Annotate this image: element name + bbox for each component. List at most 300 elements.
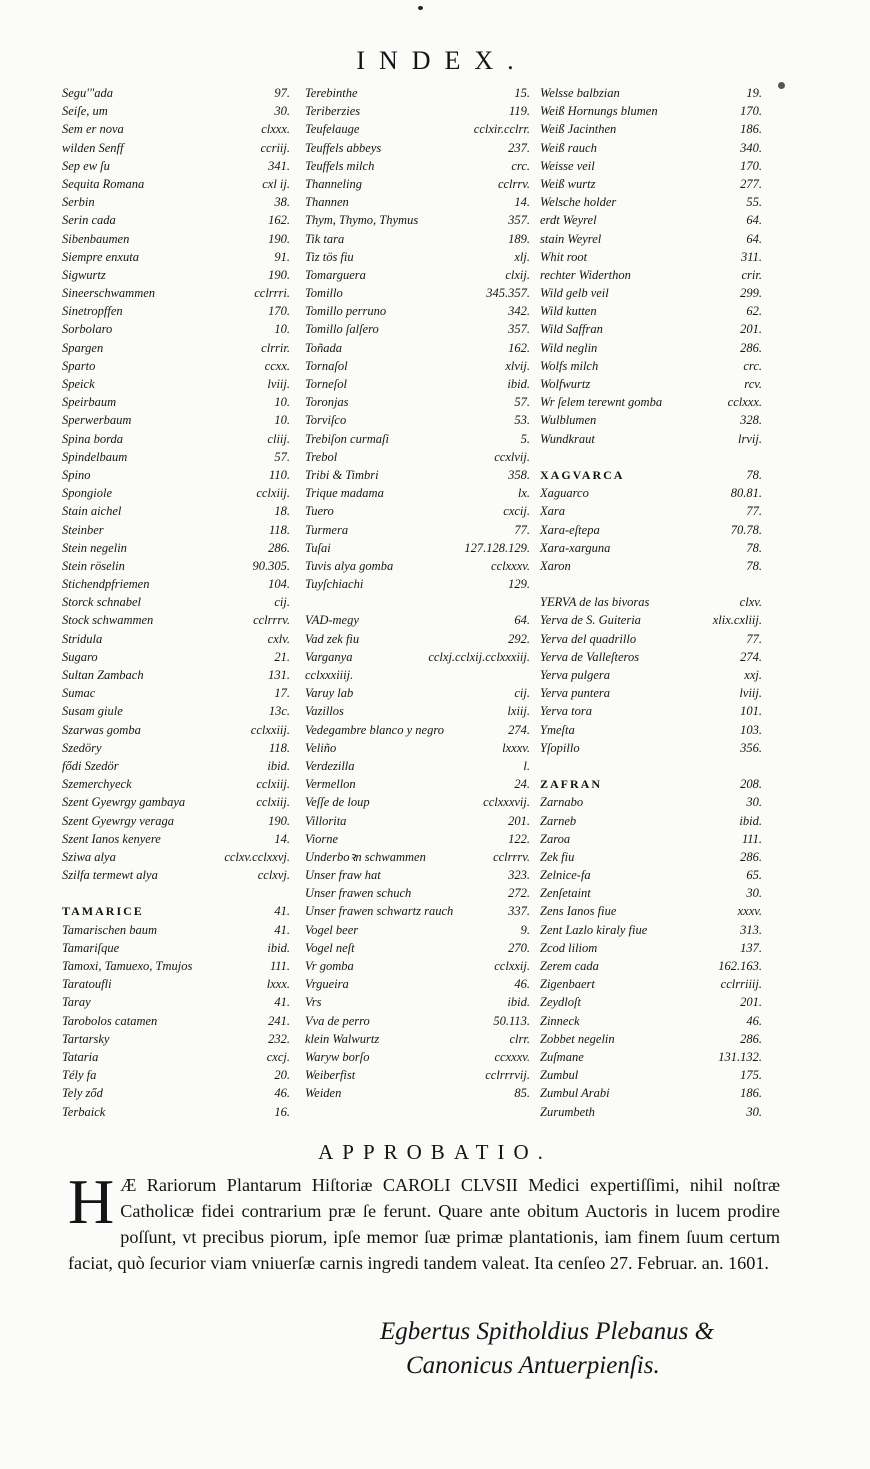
entry-page-ref: 77. <box>746 631 762 646</box>
entry-term: Wild Saffran <box>540 322 603 337</box>
entry-term: Unser frawen schuch <box>305 886 412 901</box>
index-entry <box>305 921 530 939</box>
entry-term: klein Walwurtz <box>305 1031 380 1046</box>
entry-page-ref: 277. <box>740 176 762 191</box>
entry-page-ref: 186. <box>740 122 762 137</box>
index-spacer <box>540 448 762 466</box>
index-entry <box>540 284 762 302</box>
index-entry <box>305 539 530 557</box>
index-entry <box>305 157 530 175</box>
entry-term: Zent Lazlo kiraly fiue <box>540 922 648 937</box>
index-entry <box>305 211 530 229</box>
entry-page-ref: 162. <box>268 213 290 228</box>
entry-page-ref: 286. <box>268 540 290 555</box>
entry-term: Zumbul Arabi <box>540 1086 610 1101</box>
entry-page-ref: lviij. <box>739 686 762 701</box>
entry-page-ref: 323. <box>508 868 530 883</box>
entry-page-ref: 189. <box>508 231 530 246</box>
entry-term: Torneſol <box>305 377 347 391</box>
entry-page-ref: lrvij. <box>738 431 762 446</box>
entry-term: Weiß Jacinthen <box>540 122 617 137</box>
entry-term: Wild gelb veil <box>540 286 609 301</box>
entry-page-ref: 131.132. <box>718 1049 762 1064</box>
entry-term: Sumac <box>62 686 96 701</box>
index-letter-heading <box>540 466 762 484</box>
entry-page-ref: xlix.cxliij. <box>712 613 762 628</box>
entry-page-ref: lx. <box>517 486 530 501</box>
index-entry <box>305 1012 530 1030</box>
entry-term: Wulblumen <box>540 413 597 428</box>
index-entry <box>305 193 530 211</box>
entry-term: Zobbet negelin <box>540 1031 615 1046</box>
entry-term: Storck schnabel <box>62 595 142 610</box>
entry-page-ref: 208. <box>740 777 762 792</box>
entry-term: Zinneck <box>540 1013 580 1028</box>
index-entry <box>305 666 530 684</box>
index-entry <box>305 957 530 975</box>
entry-term: Sugaro <box>62 649 98 664</box>
index-entry <box>62 84 290 102</box>
entry-page-ref: clrr. <box>509 1031 530 1046</box>
index-entry <box>540 611 762 629</box>
index-entry <box>540 1084 762 1102</box>
entry-page-ref: 190. <box>268 813 290 828</box>
index-entry <box>305 812 530 830</box>
index-entry <box>540 1066 762 1084</box>
entry-page-ref: 80.81. <box>730 486 762 501</box>
entry-term: Tomillo <box>305 286 343 301</box>
index-entry <box>540 630 762 648</box>
entry-term: Sineerschwammen <box>62 286 156 301</box>
index-letter-heading <box>62 902 290 920</box>
entry-term: Trebiſon curmaſi <box>305 431 389 446</box>
entry-page-ref: lxxx. <box>266 977 290 992</box>
entry-term: YERVA de las bivoras <box>540 595 650 610</box>
index-entry <box>305 339 530 357</box>
entry-page-ref: cclxvj. <box>257 868 290 883</box>
approbatio-text: Æ Rariorum Plantarum Hiſtoriæ CAROLI CLVSII Medici expertiſſimi, nihil noſtræ Catholicæ fidei contrarium præ ſe ferunt. Quare ante obitum Auctoris in lucem prodire poſſunt, vt precibus piorum, ipſe memor ſuæ primæ plantationis, iam finem ſuum certum faciat, quò ſecurior viam vniuerſæ carnis ingredi tandem valeat. Ita cenſeo 27. Februar. an. 1601. <box>68 1175 780 1273</box>
index-entry <box>540 521 762 539</box>
index-entry <box>305 248 530 266</box>
entry-term: XAGVARCA <box>540 467 625 482</box>
entry-term: Teuffels milch <box>305 158 375 173</box>
index-entry <box>62 339 290 357</box>
index-entry <box>540 339 762 357</box>
entry-page-ref: 70.78. <box>730 522 762 537</box>
entry-term: Seiſe, um <box>62 104 108 119</box>
entry-page-ref: 64. <box>514 613 530 628</box>
entry-page-ref: cclxxxv. <box>491 558 530 573</box>
entry-page-ref: 41. <box>274 995 290 1010</box>
entry-term: Varuy lab <box>305 686 354 701</box>
index-entry <box>540 248 762 266</box>
index-entry <box>540 721 762 739</box>
entry-page-ref: 77. <box>514 522 530 537</box>
entry-term: Xara-xarguna <box>540 540 611 555</box>
index-entry <box>540 411 762 429</box>
index-spacer <box>62 884 290 902</box>
entry-page-ref: 175. <box>740 1068 762 1083</box>
index-entry <box>62 266 290 284</box>
entry-term: Xaguarco <box>540 486 589 501</box>
entry-term: Wild neglin <box>540 340 598 355</box>
entry-term: erdt Weyrel <box>540 213 597 228</box>
entry-term: Stichendpfriemen <box>62 577 150 592</box>
index-entry <box>62 993 290 1011</box>
entry-term: Terebinthe <box>305 86 358 100</box>
entry-page-ref: 10. <box>274 395 290 410</box>
index-entry <box>62 211 290 229</box>
index-entry <box>62 120 290 138</box>
entry-page-ref: 30. <box>746 886 762 901</box>
entry-term: Spindelbaum <box>62 449 128 464</box>
entry-term: Spino <box>62 467 91 482</box>
entry-term: Tartarsky <box>62 1031 110 1046</box>
index-entry <box>62 375 290 393</box>
entry-page-ref: clxxx. <box>261 122 290 137</box>
index-entry <box>540 975 762 993</box>
entry-page-ref: 237. <box>508 140 530 155</box>
entry-term: Vva de perro <box>305 1013 370 1028</box>
index-entry <box>540 884 762 902</box>
entry-page-ref: 342. <box>508 304 530 319</box>
entry-term: Siempre enxuta <box>62 249 139 264</box>
index-entry <box>305 757 530 775</box>
index-column-3 <box>540 84 762 1121</box>
entry-term: Vr gomba <box>305 959 354 973</box>
entry-page-ref: xlvij. <box>505 358 530 373</box>
entry-page-ref: 85. <box>514 1086 530 1101</box>
index-entry <box>540 939 762 957</box>
index-column-1 <box>62 84 290 1121</box>
entry-term: Vogel neſt <box>305 940 355 955</box>
entry-page-ref: 62. <box>746 304 762 319</box>
entry-term: Speick <box>62 377 95 391</box>
entry-term: Ymeſta <box>540 722 575 737</box>
index-entry <box>305 630 530 648</box>
index-entry <box>540 793 762 811</box>
entry-page-ref: l. <box>523 758 530 773</box>
index-entry <box>62 484 290 502</box>
entry-page-ref: rcv. <box>744 377 762 391</box>
entry-term: Toronjas <box>305 395 349 410</box>
index-entry <box>305 175 530 193</box>
index-entry <box>540 120 762 138</box>
index-entry <box>62 157 290 175</box>
index-entry <box>62 866 290 884</box>
entry-page-ref: 340. <box>740 140 762 155</box>
entry-page-ref: cclxv.cclxxvj. <box>224 849 290 864</box>
entry-page-ref: 14. <box>514 195 530 210</box>
entry-term: Tomarguera <box>305 267 366 282</box>
entry-page-ref: cclrrrv. <box>253 613 290 628</box>
index-entry <box>540 666 762 684</box>
index-entry <box>62 739 290 757</box>
entry-term: Zuſmane <box>540 1049 584 1064</box>
entry-term: Verdezilla <box>305 758 355 773</box>
index-entry <box>305 739 530 757</box>
index-entry <box>62 1084 290 1102</box>
entry-page-ref: 14. <box>274 831 290 846</box>
entry-page-ref: cclrrrv. <box>493 849 530 864</box>
entry-term: Tamoxi, Tamuexo, Tmujos <box>62 959 193 973</box>
entry-term: Veſſe de loup <box>305 795 370 810</box>
index-entry <box>62 430 290 448</box>
entry-page-ref: 286. <box>740 1031 762 1046</box>
entry-term: Sibenbaumen <box>62 231 130 246</box>
entry-page-ref: cclxiij. <box>256 777 290 792</box>
entry-page-ref: 57. <box>274 449 290 464</box>
entry-term: Toñada <box>305 340 343 355</box>
entry-page-ref: cij. <box>514 686 530 701</box>
entry-page-ref: 10. <box>274 322 290 337</box>
ink-speck <box>778 82 785 89</box>
entry-page-ref: xlj. <box>514 249 530 264</box>
entry-page-ref: 201. <box>740 995 762 1010</box>
entry-term: Szedöry <box>62 740 102 755</box>
index-entry <box>62 975 290 993</box>
entry-term: Zenſetaint <box>540 886 591 901</box>
index-entry <box>305 375 530 393</box>
entry-term: Zek fiu <box>540 849 575 864</box>
index-entry <box>540 139 762 157</box>
entry-page-ref: ibid. <box>507 377 530 391</box>
entry-page-ref: 201. <box>740 322 762 337</box>
entry-page-ref: cxl ij. <box>262 176 290 191</box>
index-entry <box>62 466 290 484</box>
entry-page-ref: 357. <box>508 213 530 228</box>
entry-page-ref: crir. <box>741 267 762 282</box>
index-entry <box>62 1048 290 1066</box>
index-entry <box>305 1084 530 1102</box>
entry-page-ref: 131. <box>268 668 290 682</box>
entry-page-ref: 170. <box>740 158 762 173</box>
index-entry <box>305 139 530 157</box>
index-entry <box>305 1030 530 1048</box>
entry-page-ref: 103. <box>740 722 762 737</box>
entry-page-ref: cxlv. <box>267 631 290 646</box>
entry-term: Weiden <box>305 1086 342 1101</box>
entry-term: Zumbul <box>540 1068 579 1083</box>
entry-page-ref: 358. <box>508 467 530 482</box>
index-entry <box>305 775 530 793</box>
entry-term: Weiberfist <box>305 1068 356 1083</box>
index-entry <box>62 521 290 539</box>
index-entry <box>62 1103 290 1121</box>
entry-term: Tarobolos catamen <box>62 1013 158 1028</box>
entry-page-ref: 101. <box>740 704 762 719</box>
entry-term: Weiß Hornungs blumen <box>540 104 658 119</box>
entry-term: Yſopillo <box>540 740 580 755</box>
index-entry <box>540 175 762 193</box>
entry-term: Zigenbaert <box>540 977 595 992</box>
entry-term: Wild kutten <box>540 304 597 319</box>
entry-term: Sorbolaro <box>62 322 113 337</box>
index-entry <box>540 902 762 920</box>
entry-term: Steinber <box>62 522 104 537</box>
entry-term: Yerva de Valleſteros <box>540 649 640 664</box>
signature-line-1: Egbertus Spitholdius Plebanus & <box>380 1318 715 1345</box>
entry-term: Szemerchyeck <box>62 777 132 792</box>
entry-page-ref: 272. <box>508 886 530 901</box>
entry-page-ref: clxv. <box>739 595 762 610</box>
entry-page-ref: crc. <box>743 358 762 373</box>
entry-term: Whit root <box>540 249 588 264</box>
entry-page-ref: clrrir. <box>261 340 290 355</box>
entry-page-ref: 78. <box>746 558 762 573</box>
entry-term: Underboꝛn schwammen <box>305 849 426 864</box>
index-entry <box>305 611 530 629</box>
entry-page-ref: 90.305. <box>252 558 290 573</box>
index-entry <box>305 266 530 284</box>
index-entry <box>540 848 762 866</box>
entry-page-ref: 111. <box>741 831 762 846</box>
index-entry <box>62 393 290 411</box>
approbatio-title: APPROBATIO. <box>318 1140 552 1164</box>
entry-term: Terbaick <box>62 1104 106 1119</box>
entry-term: Viorne <box>305 831 339 846</box>
entry-page-ref: lviij. <box>267 377 290 391</box>
index-entry <box>305 793 530 811</box>
entry-page-ref: 46. <box>274 1086 290 1101</box>
entry-page-ref: xxj. <box>744 668 762 682</box>
entry-term: Sinetropffen <box>62 304 123 319</box>
entry-term: Sem er nova <box>62 122 124 137</box>
entry-page-ref: clxij. <box>505 267 530 282</box>
entry-term: Stein negelin <box>62 540 127 555</box>
index-entry <box>305 84 530 102</box>
index-entry <box>540 957 762 975</box>
index-entry <box>540 921 762 939</box>
index-spacer <box>305 593 530 611</box>
entry-term: Vrgueira <box>305 977 349 992</box>
entry-term: Zcod liliom <box>540 940 598 955</box>
entry-term: Sigwurtz <box>62 267 106 282</box>
entry-term: Teriberzies <box>305 104 361 119</box>
entry-term: Sep ew ſu <box>62 158 110 173</box>
entry-term: Szent Ianos kenyere <box>62 831 161 846</box>
index-entry <box>540 1048 762 1066</box>
index-entry <box>540 502 762 520</box>
entry-page-ref: ccxlvij. <box>494 449 530 464</box>
entry-term: Tornaſol <box>305 358 348 373</box>
index-entry <box>305 830 530 848</box>
entry-term: Tuero <box>305 504 334 519</box>
entry-page-ref: 345.357. <box>486 286 530 301</box>
entry-term: Teufelauge <box>305 122 360 137</box>
entry-term: Sperwerbaum <box>62 413 132 428</box>
entry-page-ref: 21. <box>274 649 290 664</box>
page-title: INDEX. <box>356 46 528 75</box>
index-entry <box>540 484 762 502</box>
index-entry <box>62 921 290 939</box>
entry-term: Zarnabo <box>540 795 584 810</box>
entry-page-ref: crc. <box>511 158 530 173</box>
entry-page-ref: 111. <box>269 959 290 973</box>
entry-term: Unser fraw hat <box>305 868 381 883</box>
index-entry <box>62 448 290 466</box>
index-entry <box>62 575 290 593</box>
entry-page-ref: 170. <box>740 104 762 119</box>
entry-term: TAMARICE <box>62 904 144 919</box>
entry-term: Vogel beer <box>305 922 359 937</box>
index-entry <box>305 466 530 484</box>
index-entry <box>540 1012 762 1030</box>
index-entry <box>305 120 530 138</box>
entry-page-ref: 201. <box>508 813 530 828</box>
index-entry <box>62 611 290 629</box>
entry-page-ref: cclxiij. <box>256 795 290 810</box>
index-entry <box>62 102 290 120</box>
index-entry <box>305 975 530 993</box>
entry-term: Tiz tös fiu <box>305 249 354 264</box>
entry-term: Serbin <box>62 195 95 210</box>
index-entry <box>62 248 290 266</box>
entry-term: Tuſai <box>305 540 331 555</box>
index-entry <box>540 812 762 830</box>
entry-term: Yerva tora <box>540 704 592 719</box>
index-entry <box>62 702 290 720</box>
entry-term: Stridula <box>62 631 103 646</box>
entry-term: Vermellon <box>305 777 356 792</box>
index-entry <box>305 866 530 884</box>
index-entry <box>62 284 290 302</box>
entry-term: Sultan Zambach <box>62 668 144 682</box>
entry-page-ref: 65. <box>746 868 762 883</box>
entry-term: Stock schwammen <box>62 613 154 628</box>
index-entry <box>305 884 530 902</box>
entry-term: Spongiole <box>62 486 112 501</box>
index-entry <box>62 593 290 611</box>
entry-term: Tely ződ <box>62 1086 103 1101</box>
entry-term: Yerva pulgera <box>540 668 611 682</box>
index-entry <box>540 157 762 175</box>
entry-page-ref: 311. <box>741 249 762 264</box>
index-letter-heading <box>540 775 762 793</box>
entry-page-ref: 30. <box>746 795 762 810</box>
index-entry <box>540 739 762 757</box>
entry-page-ref: 91. <box>274 249 290 264</box>
entry-page-ref: cclxxiij. <box>250 722 290 737</box>
index-entry <box>62 684 290 702</box>
index-entry <box>540 866 762 884</box>
index-entry <box>62 1012 290 1030</box>
entry-term: stain Weyrel <box>540 231 602 246</box>
entry-term: Serin cada <box>62 213 116 228</box>
entry-page-ref: cclxiij. <box>256 486 290 501</box>
index-entry <box>540 266 762 284</box>
entry-term: Thannen <box>305 195 349 210</box>
index-entry <box>540 84 762 102</box>
entry-term: Xara-eſtepa <box>540 522 600 537</box>
index-spacer <box>540 575 762 593</box>
entry-page-ref: 30. <box>746 1104 762 1119</box>
entry-term: Wr ſelem terewnt gomba <box>540 395 663 410</box>
entry-term: Stain aichel <box>62 504 122 519</box>
entry-term: Trebol <box>305 449 338 464</box>
entry-page-ref: 118. <box>269 522 290 537</box>
entry-page-ref: cclrrv. <box>497 176 530 191</box>
index-entry <box>62 1030 290 1048</box>
entry-term: Yerva de S. Guiteria <box>540 613 641 628</box>
entry-term: Taratoufli <box>62 977 112 992</box>
signature-line-2: Canonicus Antuerpienſis. <box>406 1352 660 1379</box>
index-entry <box>62 230 290 248</box>
index-entry <box>62 957 290 975</box>
entry-term: Szent Gyewrgy veraga <box>62 813 175 828</box>
entry-page-ref: 24. <box>514 777 530 792</box>
entry-page-ref: 241. <box>268 1013 290 1028</box>
